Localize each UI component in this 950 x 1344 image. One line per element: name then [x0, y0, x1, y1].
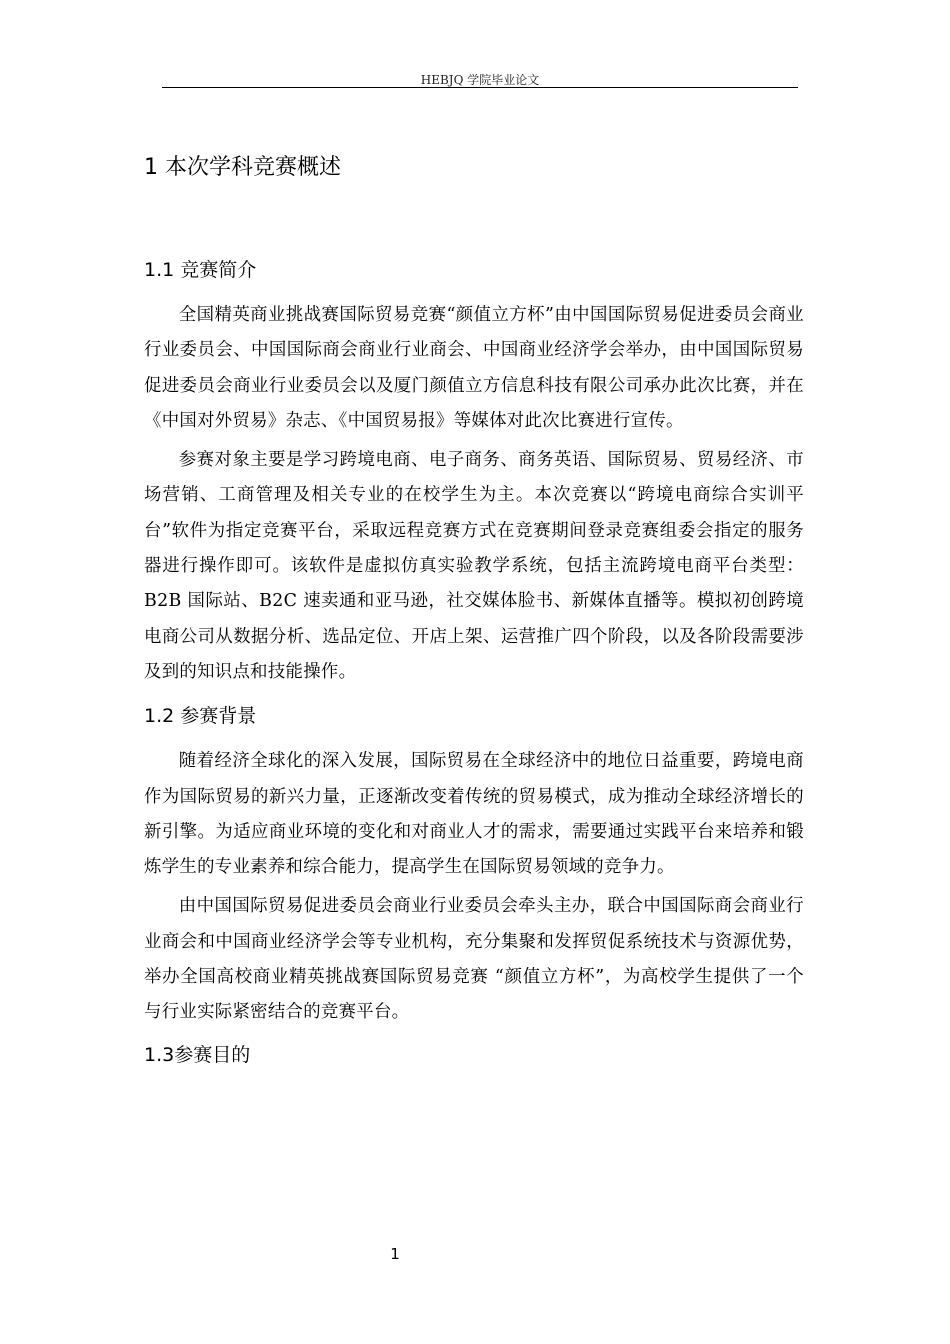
section-title-1-3: 1.3参赛目的 [144, 1043, 251, 1066]
header-rule [162, 87, 798, 88]
page-number: 1 [390, 1245, 400, 1263]
chapter-title: 1 本次学科竞赛概述 [144, 155, 341, 180]
page-header: HEBJQ 学院毕业论文 [420, 73, 540, 87]
document-body [144, 148, 804, 1075]
section-title-1-2: 1.2 参赛背景 [144, 705, 257, 728]
paragraph-1-1-2: 参赛对象主要是学习跨境电商、电子商务、商务英语、国际贸易、贸易经济、市场营销、工商管理及相关专业的在校学生为主。本次竞赛以“跨境电商综合实训平台”软件为指定竞赛平台，采取远程竞赛方式在竞赛期间登录竞赛组委会指定的服务器进行操作即可。该软件是虚拟仿真实验教学系统，包括主流跨境电商平台类型：B2B 国际站、B2C 速卖通和亚马逊，社交媒体脸书、新媒体直播等。模拟初创跨境电商公司从数据分析、选品定位、开店上架、运营推广四个阶段，以及各阶段需要涉及到的知识点和技能操作。 [144, 450, 804, 682]
section-title-1-1: 1.1 竞赛简介 [144, 259, 257, 281]
paragraph-1-2-1: 随着经济全球化的深入发展，国际贸易在全球经济中的地位日益重要，跨境电商作为国际贸易的新兴力量，正逐渐改变着传统的贸易模式，成为推动全球经济增长的新引擎。为适应商业环境的变化和对商业人才的需求，需要通过实践平台来培养和锻炼学生的专业素养和综合能力，提高学生在国际贸易领域的竞争力。 [144, 751, 804, 878]
paragraph-1-2-2: 由中国国际贸易促进委员会商业行业委员会牵头主办，联合中国国际商会商业行业商会和中国商业经济学会等专业机构，充分集聚和发挥贸促系统技术与资源优势，举办全国高校商业精英挑战赛国际贸易竞赛 “颜值立方杯”，为高校学生提供了一个与行业实际紧密结合的竞赛平台。 [144, 896, 804, 1023]
paragraph-1-1-1: 全国精英商业挑战赛国际贸易竞赛“颜值立方杯”由中国国际贸易促进委员会商业行业委员会、中国国际商会商业行业商会、中国商业经济学会举办，由中国国际贸易促进委员会商业行业委员会以及厦门颜值立方信息科技有限公司承办此次比赛，并在《中国对外贸易》杂志、《中国贸易报》等媒体对此次比赛进行宣传。 [144, 305, 804, 431]
